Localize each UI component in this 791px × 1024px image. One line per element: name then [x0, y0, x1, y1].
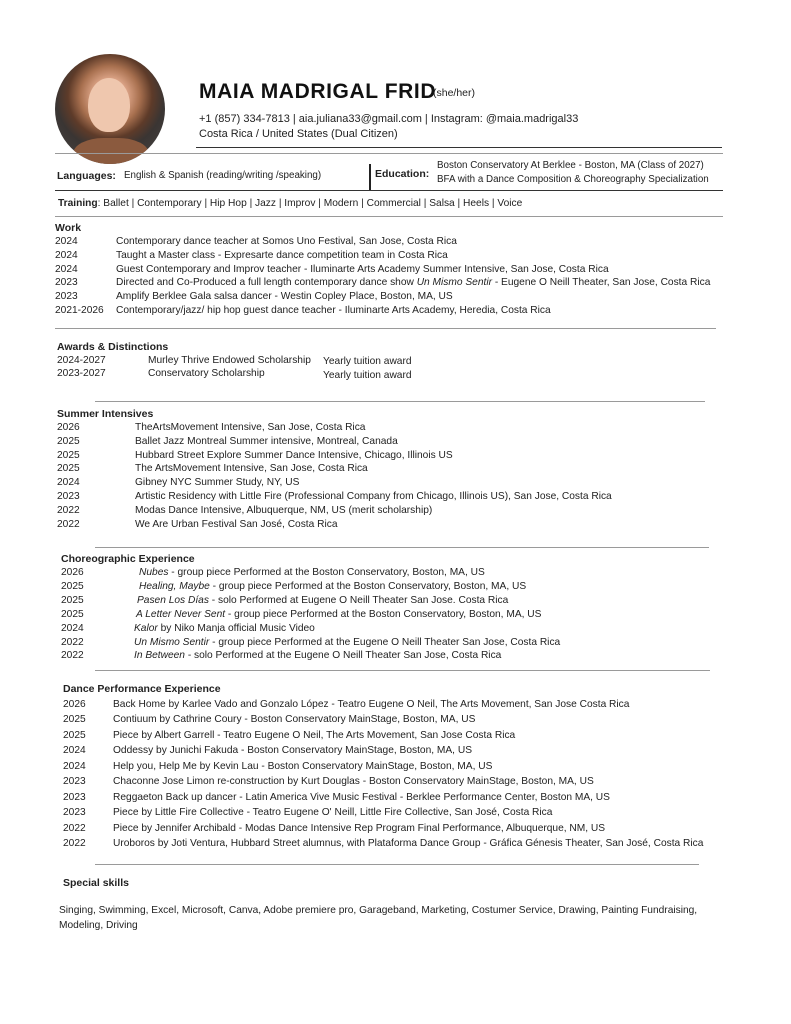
skills-title: Special skills — [63, 877, 129, 889]
citizenship: Costa Rica / United States (Dual Citizen) — [199, 128, 398, 140]
training-label: Training — [58, 198, 98, 209]
divider — [55, 153, 723, 154]
training-line — [58, 198, 522, 209]
header-divider — [196, 147, 722, 148]
education-label: Education: — [375, 168, 430, 180]
divider — [55, 328, 716, 329]
photo-face — [88, 78, 130, 132]
training-value: : Ballet | Contemporary | Hip Hop | Jazz | Improv | Modern | Commercial | Salsa | Heels | Voice — [97, 198, 523, 209]
column-separator — [369, 164, 371, 190]
profile-photo — [55, 54, 165, 164]
candidate-name: MAIA MADRIGAL FRID — [199, 80, 437, 103]
pronouns: (she/her) — [433, 87, 476, 99]
choreo-title: Choreographic Experience — [61, 553, 195, 565]
education-school: Boston Conservatory At Berklee - Boston, MA (Class of 2027) — [437, 160, 704, 171]
divider — [55, 216, 723, 217]
work-title: Work — [55, 222, 82, 234]
divider — [95, 547, 709, 548]
languages-label: Languages: — [57, 170, 116, 182]
divider — [95, 670, 710, 671]
skills-line-2: Modeling, Driving — [59, 920, 138, 931]
awards-title: Awards & Distinctions — [57, 341, 169, 353]
education-degree: BFA with a Dance Composition & Choreography Specialization — [437, 174, 709, 185]
skills-line-1: Singing, Swimming, Excel, Microsoft, Canva, Adobe premiere pro, Garageband, Marketing, Costumer Service, Drawing, Painting Fundraising, — [59, 905, 698, 916]
summer-title: Summer Intensives — [57, 408, 154, 420]
contact-line: +1 (857) 334-7813 | aia.juliana33@gmail.com | Instagram: @maia.madrigal33 — [199, 113, 579, 125]
divider — [55, 190, 723, 191]
languages-value: English & Spanish (reading/writing /speaking) — [124, 170, 322, 181]
divider — [95, 864, 699, 865]
photo-shoulder — [73, 138, 149, 164]
performance-title: Dance Performance Experience — [63, 683, 221, 695]
divider — [95, 401, 705, 402]
